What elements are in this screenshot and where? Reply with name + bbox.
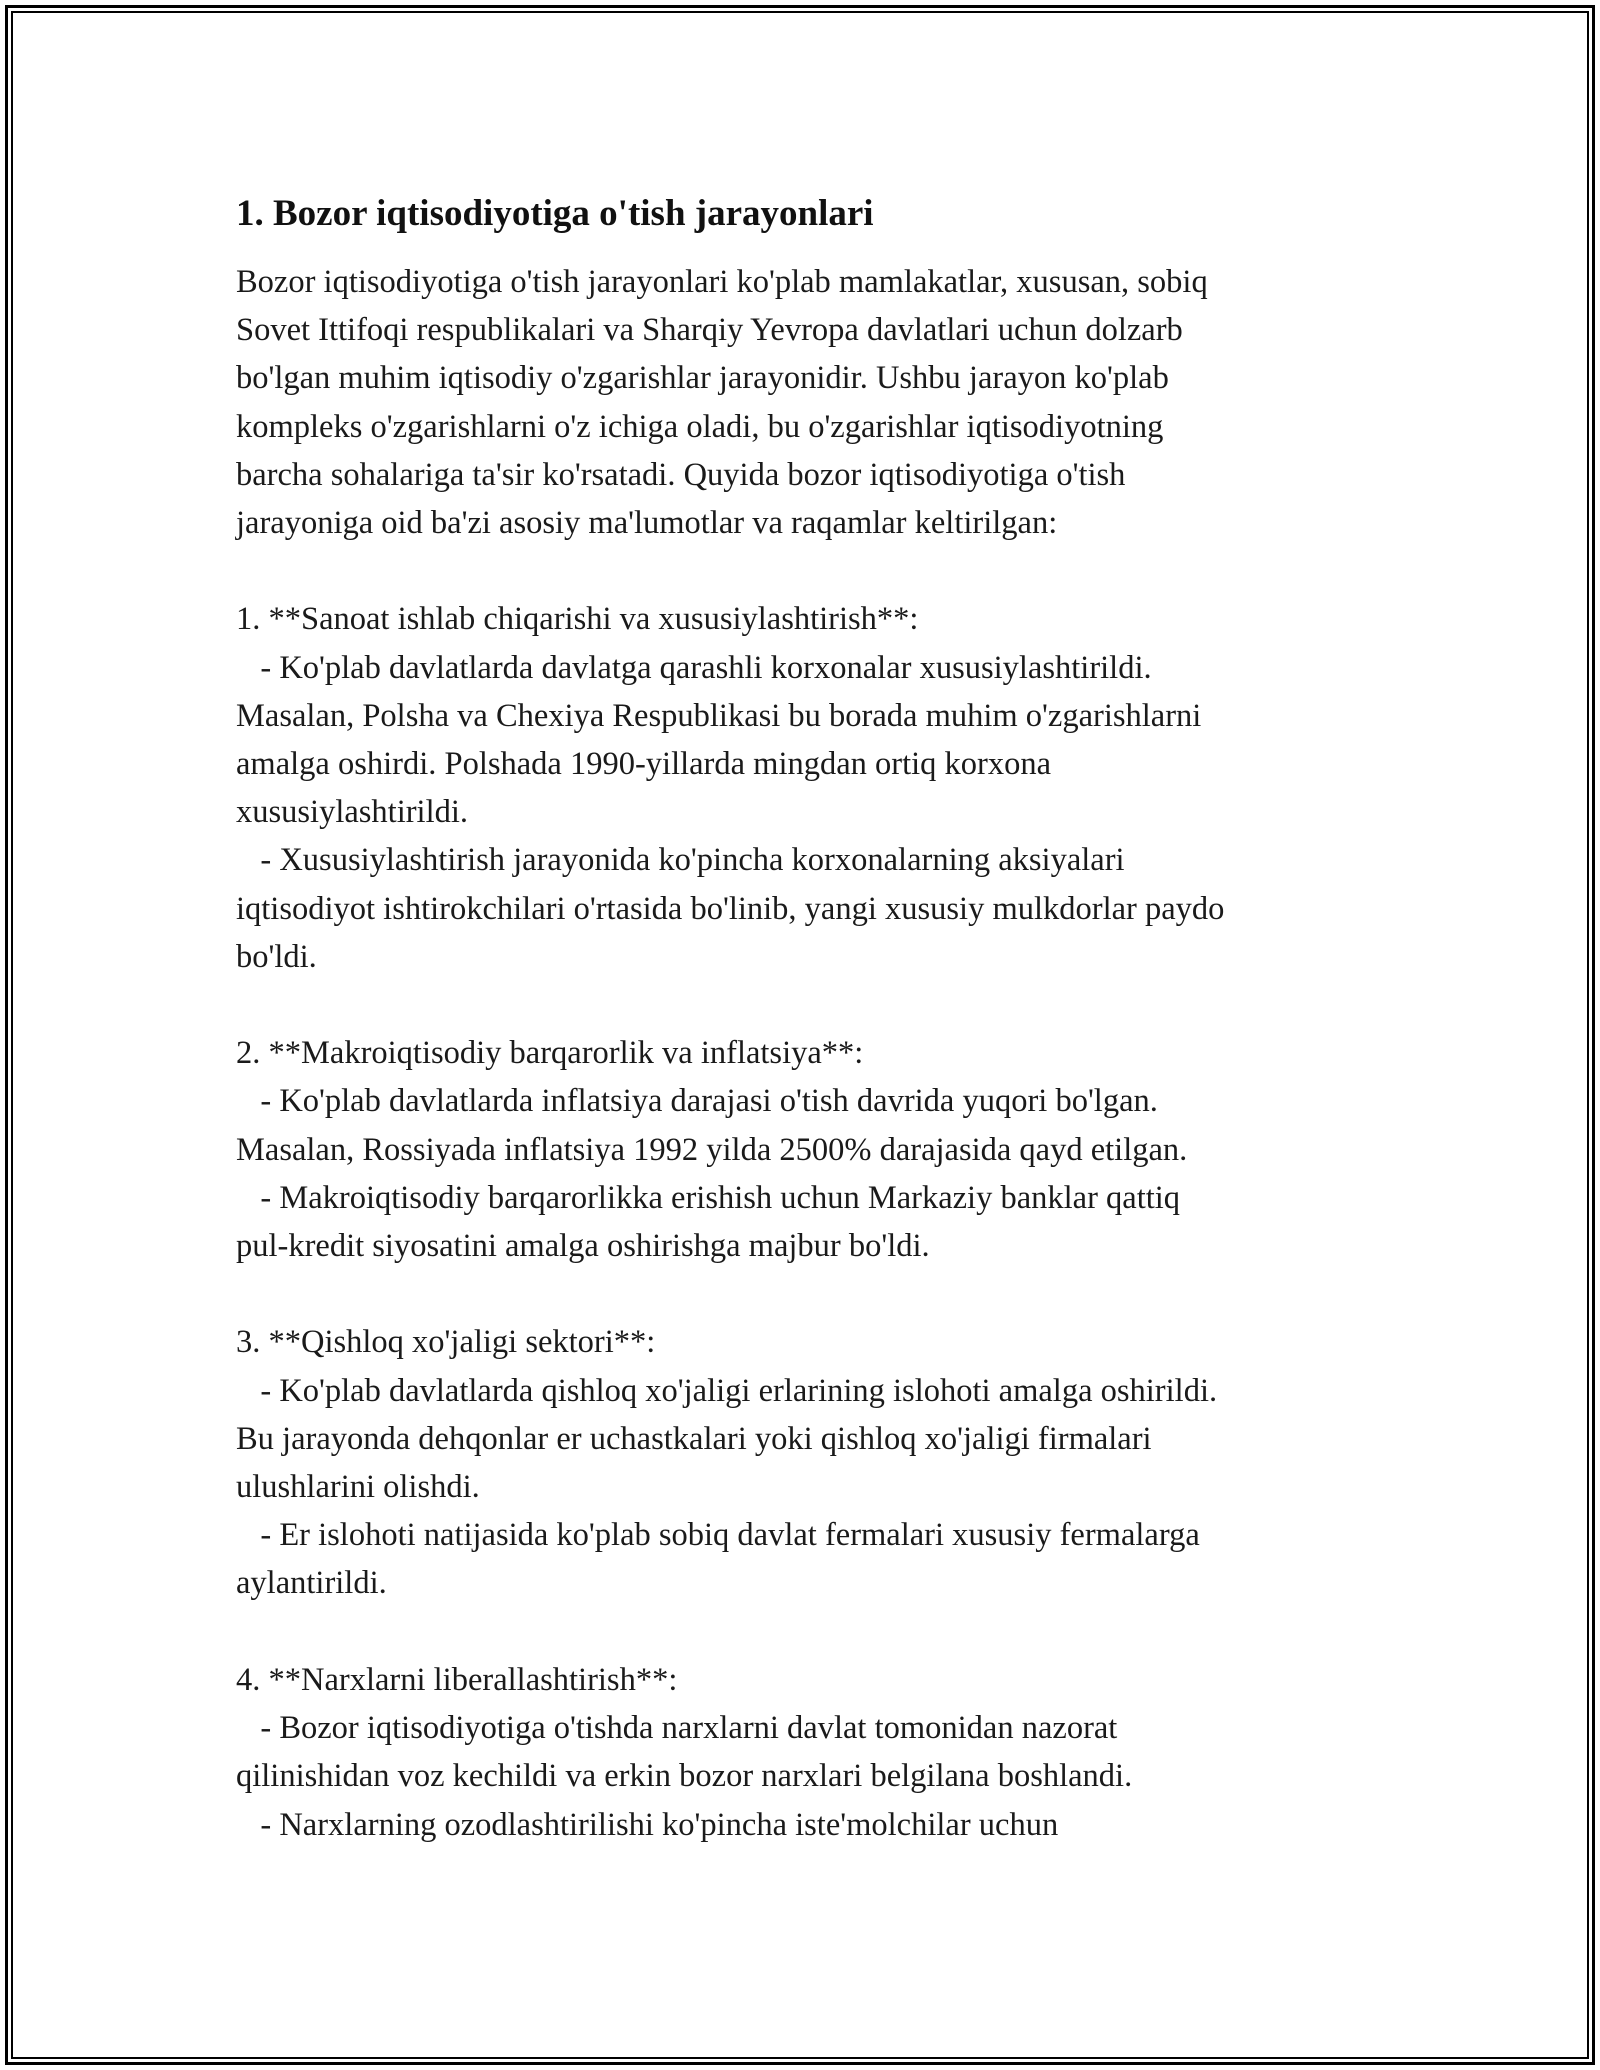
document-content bbox=[236, 188, 1366, 1849]
document-body: Bozor iqtisodiyotiga o'tish jarayonlari ko'plab mamlakatlar, xususan, sobiq Sovet Ittifoqi respublikalari va Sharqiy Yevropa davlatlari uchun dolzarb bo'lgan muhim iqtisodiy o'zgarishlar jarayonidir. Ushbu jarayon ko'plab kompleks o'zgarishlarni o'z ichiga oladi, bu o'zgarishlar iqtisodiyotning barcha sohalariga ta'sir ko'rsatadi. Quyida bozor iqtisodiyotiga o'tish jarayoniga oid ba'zi asosiy ma'lumotlar va raqamlar keltirilgan: 1. **Sanoat ishlab chiqarishi va xususiylashtirish**: - Ko'plab davlatlarda davlatga qarashli korxonalar xususiylashtirildi. Masalan, Polsha va Chexiya Respublikasi bu borada muhim o'zgarishlarni amalga oshirdi. Polshada 1990-yillarda mingdan ortiq korxona xususiylashtirildi. - Xususiylashtirish jarayonida ko'pincha korxonalarning aksiyalari iqtisodiyot ishtirokchilari o'rtasida bo'linib, yangi xususiy mulkdorlar paydo bo'ldi. 2. **Makroiqtisodiy barqarorlik va inflatsiya**: - Ko'plab davlatlarda inflatsiya darajasi o'tish davrida yuqori bo'lgan. Masalan, Rossiyada inflatsiya 1992 yilda 2500% darajasida qayd etilgan. - Makroiqtisodiy barqarorlikka erishish uchun Markaziy banklar qattiq pul-kredit siyosatini amalga oshirishga majbur bo'ldi. 3. **Qishloq xo'jaligi sektori**: - Ko'plab davlatlarda qishloq xo'jaligi erlarining islohoti amalga oshirildi. Bu jarayonda dehqonlar er uchastkalari yoki qishloq xo'jaligi firmalari ulushlarini olishdi. - Er islohoti natijasida ko'plab sobiq davlat fermalari xususiy fermalarga aylantirildi. 4. **Narxlarni liberallashtirish**: - Bozor iqtisodiyotiga o'tishda narxlarni davlat tomonidan nazorat qilinishidan voz kechildi va erkin bozor narxlari belgilana boshlandi. - Narxlarning ozodlashtirilishi ko'pincha iste'molchilar uchun bbox=[236, 264, 1225, 1843]
document-title: 1. Bozor iqtisodiyotiga o'tish jarayonlari bbox=[236, 193, 874, 234]
